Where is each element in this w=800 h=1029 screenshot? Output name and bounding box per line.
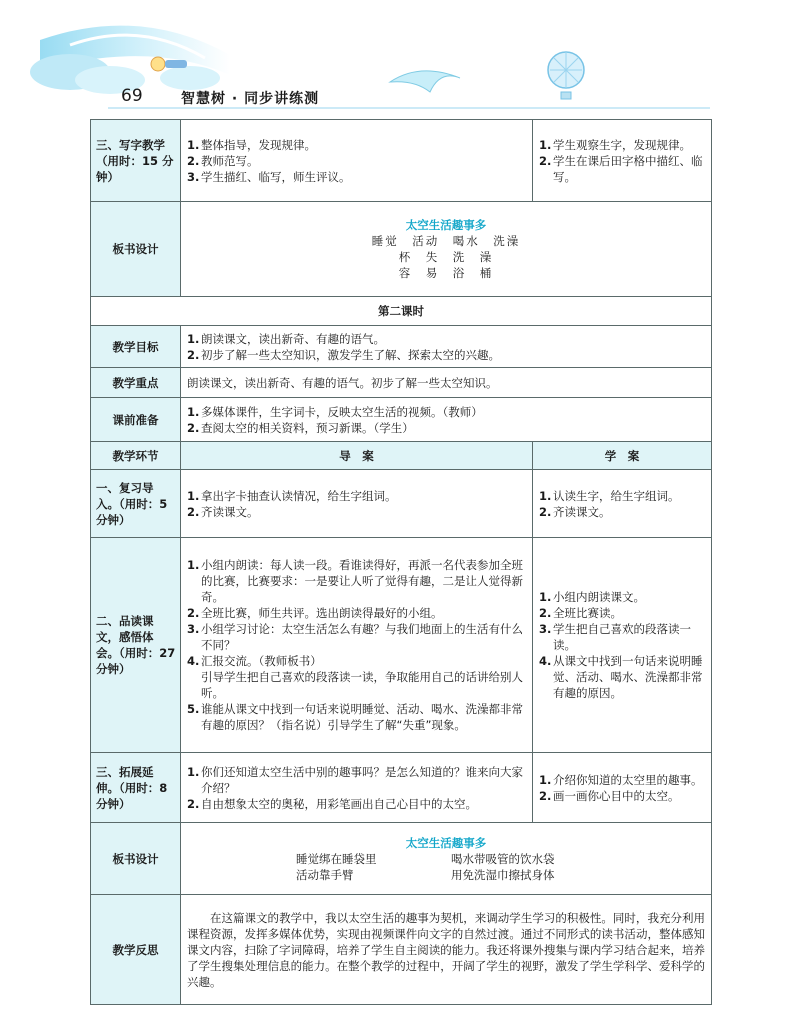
board-line: 容 易 浴 桶 <box>398 266 494 280</box>
review-label: 一、复习导入。（用时：5 分钟） <box>91 470 181 538</box>
steps-label: 教学环节 <box>91 442 181 470</box>
board-item: 用免洗湿巾擦拭身体 <box>451 867 555 882</box>
review-guide <box>181 470 533 538</box>
lesson-2-row <box>91 297 712 326</box>
goals-label: 教学目标 <box>91 326 181 368</box>
writing-row <box>91 120 712 202</box>
prep-label: 课前准备 <box>91 398 181 442</box>
list-item: 4. 汇报交流。（教师板书） 引导学生把自己喜欢的段落读一读，争取能用自己的话讲给别人听。 <box>187 654 523 700</box>
list-item: 2. 初步了解一些太空知识，激发学生了解、探索太空的兴趣。 <box>187 347 500 362</box>
guide-header: 导 案 <box>181 442 533 470</box>
reading-label: 二、品读课文，感悟体会。（用时：27 分钟） <box>91 538 181 753</box>
list-item: 1. 学生观察生字，发现规律。 <box>539 137 691 152</box>
key-row <box>91 368 712 398</box>
book-title: 智慧树 · 同步讲练测 <box>181 91 320 107</box>
key-label: 教学重点 <box>91 368 181 398</box>
prep-content <box>181 398 712 442</box>
list-item: 2. 齐读课文。 <box>187 504 259 519</box>
board-item: 喝水带吸管的饮水袋 <box>451 851 555 866</box>
goals-row <box>91 326 712 368</box>
header-decoration <box>0 0 800 118</box>
page-header <box>0 0 800 118</box>
list-item: 2. 全班比赛读。 <box>539 606 622 620</box>
list-item: 5. 谁能从课文中找到一句话来说明睡觉、活动、喝水、洗澡都非常有趣的原因？（指名说）引导学生了解“失重”现象。 <box>187 702 523 732</box>
page-number: 69 <box>121 86 143 106</box>
writing-guide <box>181 120 533 202</box>
list-item: 1. 认读生字，给生字组词。 <box>539 488 680 503</box>
writing-label: 三、写字教学（用时：15 分钟） <box>91 120 181 202</box>
reflection-text: 在这篇课文的教学中，我以太空生活的趣事为契机，来调动学生学习的积极性。同时，我充分利用课程资源，发挥多媒体优势，实现由视频课件向文字的自然过渡。通过不同形式的读书活动，整体感知课文内容，扫除了字词障碍，培养了学生自主阅读的能力。我还将课外搜集与课内学习结合起来，培养了学生搜集处理信息的能力。在整个教学的过程中，开阔了学生的视野，激发了学生学科学、爱科学的兴趣。 <box>181 895 712 1005</box>
list-item: 2. 教师范写。 <box>187 153 259 168</box>
list-item: 1. 你们还知道太空生活中别的趣事吗？是怎么知道的？谁来向大家介绍？ <box>187 764 523 795</box>
board-content-2 <box>181 823 712 895</box>
board-content-1 <box>181 202 712 297</box>
child-icon <box>151 57 165 71</box>
student-header: 学 案 <box>533 442 712 470</box>
airplane-icon <box>390 71 460 92</box>
list-item: 4. 从课文中找到一句话来说明睡觉、活动、喝水、洗澡都非常有趣的原因。 <box>539 654 703 700</box>
list-item: 2. 查阅太空的相关资料，预习新课。（学生） <box>187 420 414 435</box>
reflection-label: 教学反思 <box>91 895 181 1005</box>
telescope-icon <box>165 60 187 68</box>
board-design-row-2 <box>91 823 712 895</box>
board-title-2: 太空生活趣事多 <box>405 835 487 850</box>
goals-content <box>181 326 712 368</box>
board-item: 活动靠手臂 <box>296 867 354 882</box>
prep-row <box>91 398 712 442</box>
list-item: 2. 学生在课后田字格中描红、临写。 <box>539 153 703 184</box>
list-item: 1. 小组内朗读课文。 <box>539 590 645 604</box>
reading-student <box>533 538 712 753</box>
list-item: 3. 学生描红、临写，师生评议。 <box>187 169 351 184</box>
list-item: 1. 多媒体课件，生字词卡，反映太空生活的视频。（教师） <box>187 404 483 419</box>
board-line: 睡觉 活动 喝水 洗澡 <box>371 234 521 248</box>
list-item: 3. 学生把自己喜欢的段落读一读。 <box>539 622 691 652</box>
board-line: 杯 失 洗 澡 <box>398 250 494 264</box>
reading-row <box>91 538 712 753</box>
list-item: 1. 拿出字卡抽查认读情况，给生字组词。 <box>187 488 397 503</box>
list-item: 2. 齐读课文。 <box>539 504 611 519</box>
list-item: 1. 整体指导，发现规律。 <box>187 137 316 152</box>
extend-student <box>533 753 712 823</box>
board-items <box>296 851 596 883</box>
board-title-1: 太空生活趣事多 <box>405 218 487 232</box>
board-design-row-1 <box>91 202 712 297</box>
review-row <box>91 470 712 538</box>
lesson-2-title: 第二课时 <box>91 297 712 326</box>
list-item: 1. 小组内朗读：每人读一段。看谁读得好，再派一名代表参加全班的比赛，比赛要求：一是要让人听了觉得有趣，二是让人觉得新奇。 <box>187 558 523 604</box>
key-content: 朗读课文，读出新奇、有趣的语气。初步了解一些太空知识。 <box>181 368 712 398</box>
lesson-plan-table <box>90 119 712 1005</box>
list-item: 1. 朗读课文，读出新奇、有趣的语气。 <box>187 331 385 346</box>
list-item: 1. 介绍你知道的太空里的趣事。 <box>539 772 703 787</box>
reflection-row <box>91 895 712 1005</box>
list-item: 2. 全班比赛，师生共评。选出朗读得最好的小组。 <box>187 606 443 620</box>
list-item: 2. 自由想象太空的奥秘，用彩笔画出自己心目中的太空。 <box>187 796 477 811</box>
board-item: 睡觉绑在睡袋里 <box>296 851 377 866</box>
review-student <box>533 470 712 538</box>
extend-guide <box>181 753 533 823</box>
extend-row <box>91 753 712 823</box>
list-item: 2. 画一画你心目中的太空。 <box>539 788 680 803</box>
steps-header-row <box>91 442 712 470</box>
board-label-1: 板书设计 <box>91 202 181 297</box>
reading-guide <box>181 538 533 753</box>
board-label-2: 板书设计 <box>91 823 181 895</box>
list-item: 3. 小组学习讨论：太空生活怎么有趣？与我们地面上的生活有什么不同？ <box>187 622 523 652</box>
extend-label: 三、拓展延伸。（用时：8 分钟） <box>91 753 181 823</box>
writing-student <box>533 120 712 202</box>
